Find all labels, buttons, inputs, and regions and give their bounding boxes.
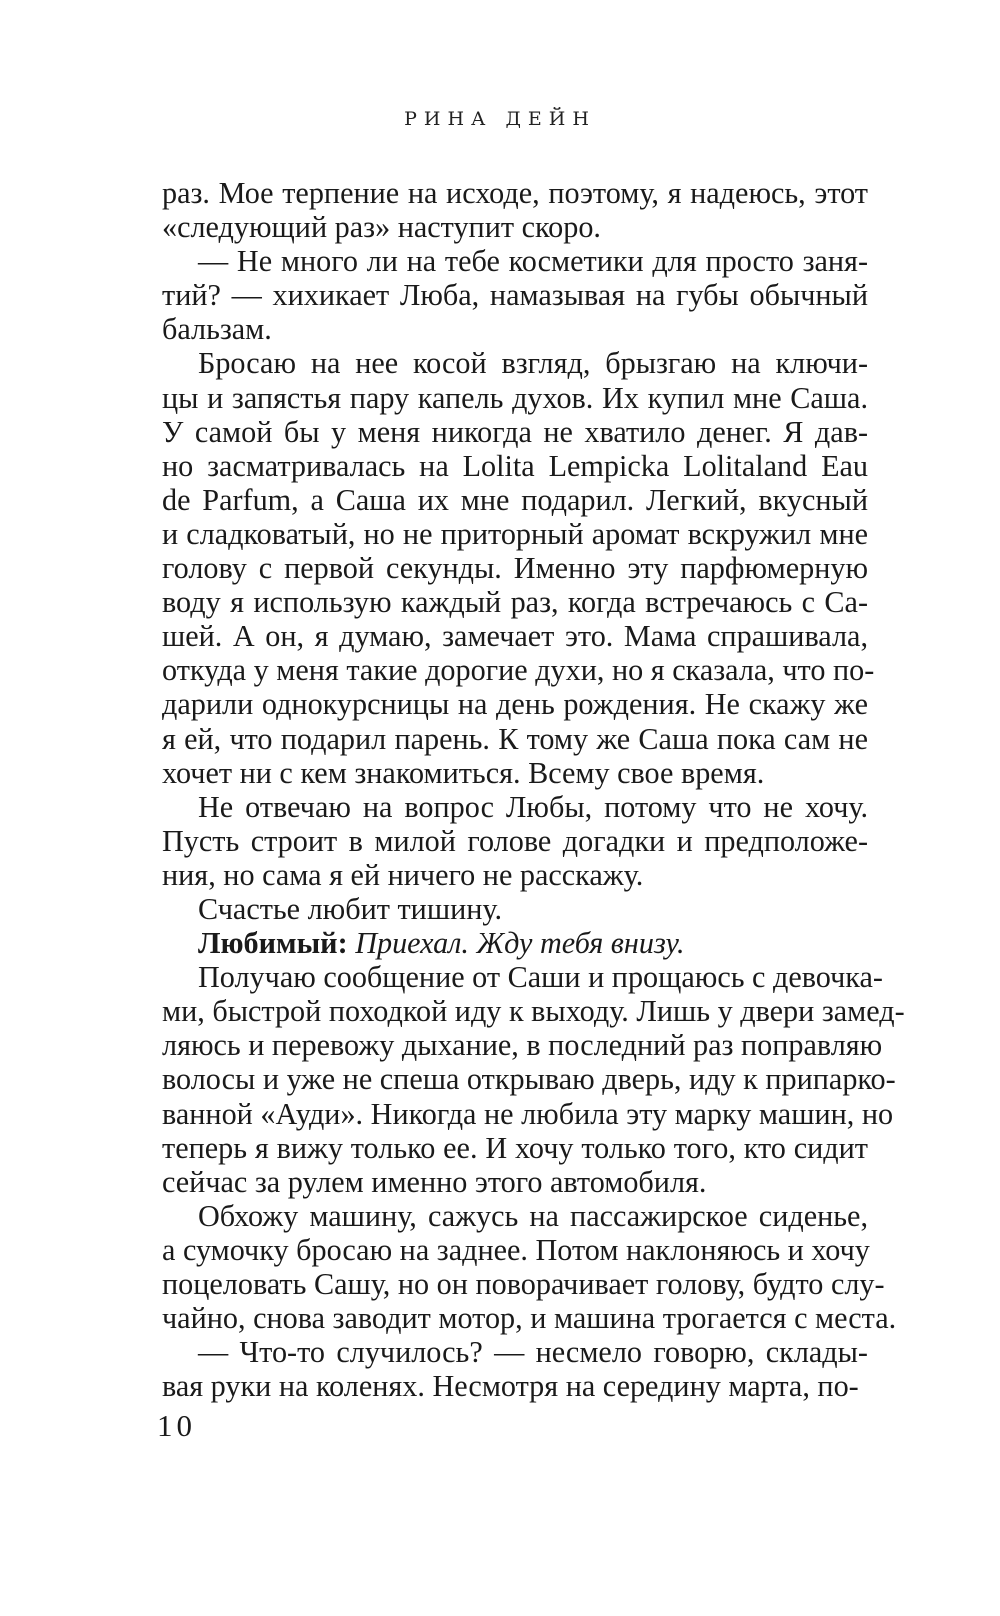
- text-line: хочет ни с кем знакомиться. Всему свое время.: [162, 755, 765, 790]
- text-line: de Parfum, а Саша их мне подарил. Легкий, вкусный: [162, 482, 868, 517]
- text-line: сейчас за рулем именно этого автомобиля.: [162, 1164, 707, 1199]
- text-line: раз. Мое терпение на исходе, поэтому, я надеюсь, этот: [162, 176, 868, 210]
- text-line: но засматривалась на Lolita Lempicka Lolitaland Eau: [162, 448, 868, 483]
- text-line: а сумочку бросаю на заднее. Потом наклоняюсь и хочу: [162, 1232, 870, 1267]
- text-line: вая руки на коленях. Несмотря на середину марта, по-: [162, 1369, 859, 1404]
- message-sender: Любимый:: [198, 926, 348, 961]
- text-line: Счастье любит тишину.: [198, 891, 503, 926]
- text-line: и сладковатый, но не приторный аромат вскружил мне: [162, 516, 868, 551]
- text-line: Пусть строит в милой голове догадки и предположе-: [162, 823, 868, 858]
- text-line: поцеловать Сашу, но он поворачивает голову, будто слу-: [162, 1267, 885, 1301]
- text-line: «следующий раз» наступит скоро.: [162, 210, 601, 245]
- text-line: — Не много ли на тебе косметики для просто заня-: [198, 244, 868, 279]
- text-line: Не отвечаю на вопрос Любы, потому что не хочу.: [198, 789, 868, 824]
- text-line: волосы и уже не спеша открываю дверь, иду к припарко-: [162, 1062, 896, 1097]
- text-line: Бросаю на нее косой взгляд, брызгаю на ключи-: [198, 346, 868, 381]
- body-text: [162, 176, 905, 1404]
- text-line: Обхожу машину, сажусь на пассажирское сиденье,: [198, 1198, 868, 1233]
- text-line: откуда у меня такие дорогие духи, но я сказала, что по-: [162, 653, 875, 688]
- text-line: голову с первой секунды. Именно эту парфюмерную: [162, 551, 868, 586]
- text-line: воду я использую каждый раз, когда встречаюсь с Са-: [162, 585, 868, 620]
- text-line: теперь я вижу только ее. И хочу только того, кто сидит: [162, 1130, 868, 1165]
- text-line: шей. А он, я думаю, замечает это. Мама спрашивала,: [162, 619, 868, 654]
- text-line: ми, быстрой походкой иду к выходу. Лишь у двери замед-: [162, 994, 905, 1029]
- message-text: Приехал. Жду тебя внизу.: [355, 926, 685, 961]
- text-line: — Что-то случилось? — несмело говорю, склады-: [198, 1335, 868, 1370]
- text-line: дарили однокурсницы на день рождения. Не скажу же: [162, 687, 868, 722]
- text-line: тий? — хихикает Люба, намазывая на губы обычный: [162, 278, 868, 313]
- text-line: я ей, что подарил парень. К тому же Саша пока сам не: [162, 721, 868, 756]
- text-line: ванной «Ауди». Никогда не любила эту марку машин, но: [162, 1096, 894, 1131]
- running-head-author: РИНА ДЕЙН: [404, 108, 596, 130]
- text-line: ляюсь и перевожу дыхание, в последний раз поправляю: [162, 1028, 883, 1063]
- text-line: ния, но сама я ей ничего не расскажу.: [162, 857, 644, 892]
- text-line: Получаю сообщение от Саши и прощаюсь с девочка-: [198, 960, 883, 995]
- text-line: бальзам.: [162, 312, 272, 347]
- text-line: У самой бы у меня никогда не хватило денег. Я дав-: [162, 414, 868, 449]
- text-line: чайно, снова заводит мотор, и машина трогается с места.: [162, 1301, 897, 1336]
- text-line: цы и запястья пару капель духов. Их купил мне Саша.: [162, 380, 868, 415]
- page-number: 10: [157, 1408, 196, 1443]
- message-line: [162, 926, 868, 960]
